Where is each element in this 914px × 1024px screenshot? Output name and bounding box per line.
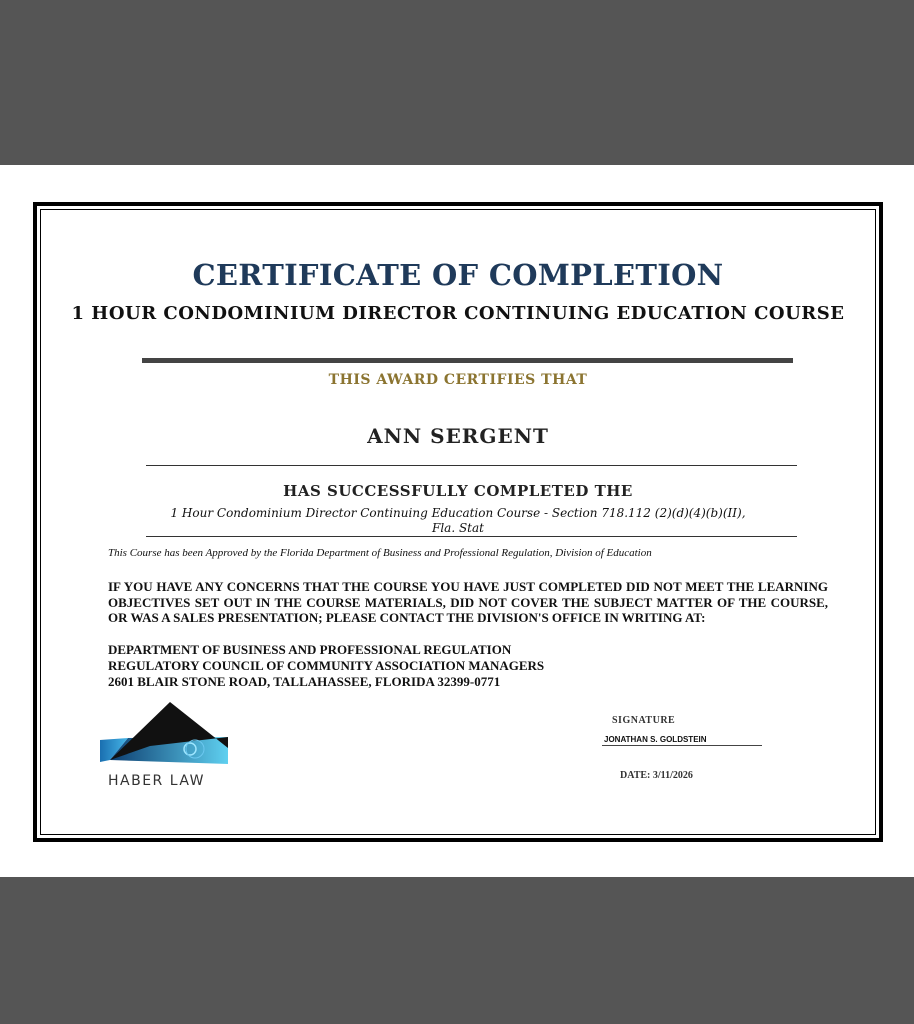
course-line-1: 1 Hour Condominium Director Continuing Education Course - Section 718.112 (2)(d)(4)(b)(II), [170,506,746,520]
course-name [40,506,876,536]
divider [142,358,793,363]
approval-statement: This Course has been Approved by the Florida Department of Business and Professional Regulation, Division of Education [108,547,652,559]
address-line: 2601 BLAIR STONE ROAD, TALLAHASSEE, FLORIDA 32399-0771 [108,674,501,689]
award-line: THIS AWARD CERTIFIES THAT [328,372,588,388]
signature-label: SIGNATURE [612,715,676,726]
bottom-background-band [0,877,914,1024]
certificate-title: CERTIFICATE OF COMPLETION [192,258,724,292]
course-underline [146,536,797,537]
course-line-2: Fla. Stat [432,521,484,535]
concerns-notice: IF YOU HAVE ANY CONCERNS THAT THE COURSE YOU HAVE JUST COMPLETED DID NOT MEET THE LEARNING OBJECTIVES SET OUT IN THE COURSE MATERIALS, DID NOT COVER THE SUBJECT MATTER OF THE COURSE, OR WAS A SALES PRESENTATION; PLEASE CONTACT THE DIVISION'S OFFICE IN WRITING AT: [108,579,828,625]
name-underline [146,465,797,466]
haber-law-logo-icon [100,702,230,776]
logo-text: HABER LAW [108,773,206,789]
certificate-subtitle: 1 HOUR CONDOMINIUM DIRECTOR CONTINUING EDUCATION COURSE [71,303,845,324]
signer-name: JONATHAN S. GOLDSTEIN [604,735,707,744]
signature-line [602,745,762,746]
completed-line: HAS SUCCESSFULLY COMPLETED THE [283,482,633,500]
address-line: DEPARTMENT OF BUSINESS AND PROFESSIONAL REGULATION [108,642,512,657]
recipient-name: ANN SERGENT [367,424,549,448]
top-background-band [0,0,914,165]
issue-date: DATE: 3/11/2026 [620,770,693,781]
address-line: REGULATORY COUNCIL OF COMMUNITY ASSOCIATION MANAGERS [108,658,545,673]
